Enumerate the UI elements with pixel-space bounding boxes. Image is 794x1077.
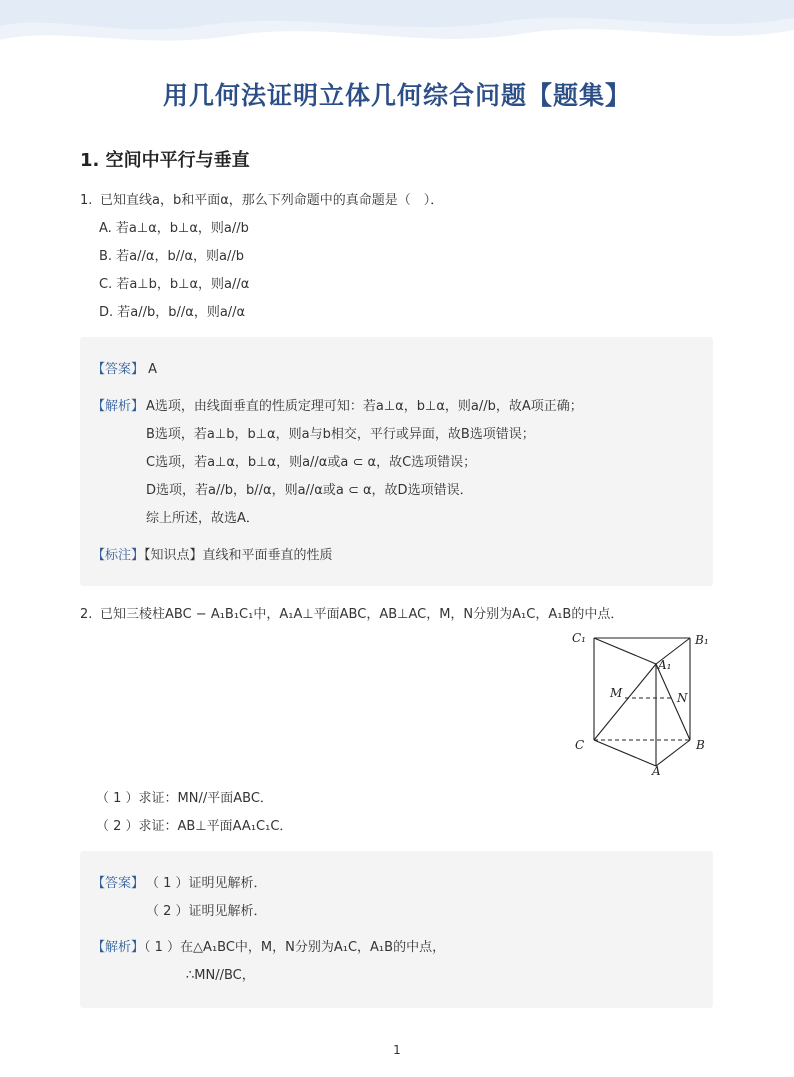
label-b1: B₁ bbox=[695, 633, 709, 647]
q1-analysis-line: C选项，若a⊥α，b⊥α，则a//α或a ⊂ α，故C选项错误； bbox=[146, 455, 477, 470]
question-2-part-2: （ 2 ）求证：AB⊥平面AA₁C₁C． bbox=[96, 819, 293, 834]
question-2-part-1: （ 1 ）求证：MN//平面ABC． bbox=[96, 791, 273, 806]
question-1-stem bbox=[80, 189, 443, 208]
question-1-option-b: B. 若a//α，b//α，则a//b bbox=[99, 249, 245, 264]
q2-analysis-line: ∴MN//BC， bbox=[186, 968, 255, 983]
q1-note-text: 【知识点】直线和平面垂直的性质 bbox=[144, 548, 333, 563]
label-c1: C₁ bbox=[572, 631, 586, 645]
q1-analysis-line: 综上所述，故选A． bbox=[146, 511, 259, 526]
section-heading: 1. 空间中平行与垂直 bbox=[80, 150, 250, 171]
question-2-stem bbox=[80, 603, 623, 622]
question-1-option-d: D. 若a//b，b//α，则a//α bbox=[99, 305, 246, 320]
q2-answer-line: （ 2 ）证明见解析． bbox=[146, 904, 267, 919]
question-2-text: 已知三棱柱ABC − A₁B₁C₁中，A₁A⊥平面ABC，AB⊥AC，M，N分别为A₁C，A₁B的中点． bbox=[100, 607, 624, 622]
edge-c-a bbox=[594, 740, 656, 766]
q1-analysis-line: A选项，由线面垂直的性质定理可知：若a⊥α，b⊥α，则a//b，故A项正确； bbox=[146, 399, 583, 414]
question-1-number: 1. bbox=[80, 193, 93, 208]
prism-diagram bbox=[568, 626, 718, 778]
q2-analysis-line: （ 1 ）在△A₁BC中，M，N分别为A₁C，A₁B的中点， bbox=[144, 940, 446, 955]
header-wave-decoration bbox=[0, 0, 794, 60]
q2-answer-line: （ 1 ）证明见解析． bbox=[146, 876, 267, 891]
q2-analysis-tag: 【解析】 bbox=[92, 940, 145, 955]
question-1-solution-box bbox=[80, 337, 713, 586]
edge-a1-c bbox=[594, 664, 656, 740]
question-1-text: 已知直线a，b和平面α，那么下列命题中的真命题是（ ）． bbox=[100, 193, 444, 208]
question-1-option-c: C. 若a⊥b，b⊥α，则a//α bbox=[99, 277, 250, 292]
edge-c1-a1 bbox=[594, 638, 656, 664]
question-1-option-a: A. 若a⊥α，b⊥α，则a//b bbox=[99, 221, 249, 236]
page-title: 用几何法证明立体几何综合问题【题集】 bbox=[162, 81, 631, 110]
label-a1: A₁ bbox=[658, 658, 672, 672]
q2-analysis-row bbox=[92, 936, 445, 955]
question-2-solution-box bbox=[80, 851, 713, 1008]
label-m: M bbox=[610, 686, 623, 700]
q1-answer-tag: 【答案】 bbox=[92, 362, 145, 377]
q1-answer-value: A bbox=[148, 362, 158, 377]
q1-analysis-tag: 【解析】 bbox=[92, 399, 145, 414]
q1-analysis-line: B选项，若a⊥b，b⊥α，则a与b相交，平行或异面，故B选项错误； bbox=[146, 427, 535, 442]
label-c: C bbox=[575, 738, 585, 752]
q2-answer-tag: 【答案】 bbox=[92, 876, 145, 891]
q1-analysis-line: D选项，若a//b，b//α，则a//α或a ⊂ α，故D选项错误． bbox=[146, 483, 473, 498]
question-2-number: 2. bbox=[80, 607, 93, 622]
edge-a-b bbox=[656, 740, 690, 766]
label-b: B bbox=[696, 738, 705, 752]
label-a: A bbox=[652, 764, 661, 778]
q1-note-tag: 【标注】 bbox=[92, 548, 145, 563]
page-number: 1 bbox=[393, 1043, 401, 1057]
label-n: N bbox=[677, 691, 688, 705]
q1-answer-row bbox=[92, 358, 157, 377]
q1-note-row bbox=[92, 544, 333, 563]
